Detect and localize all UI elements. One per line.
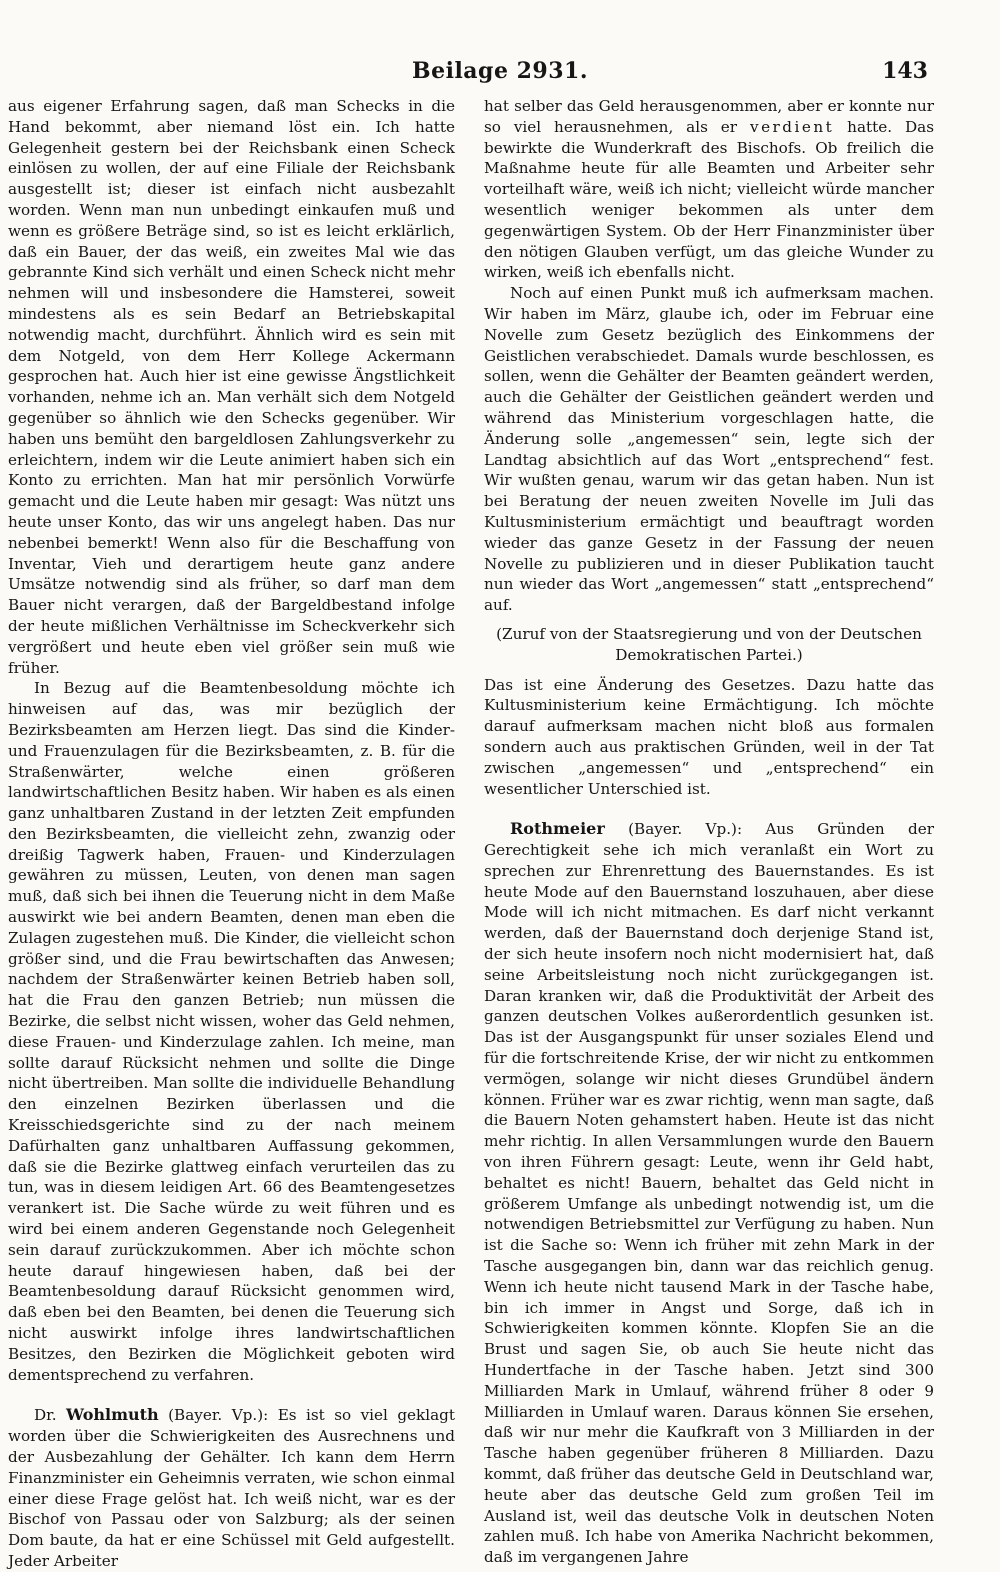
paragraph: In Bezug auf die Beamtenbesoldung möchte ich hinweisen auf das, was mir bezüglich der Bezirksbeamten am Herzen liegt. Das sind die Kinder- und Frauenzulagen für die Bezirksbeamten, z. B. für die Straßenwärter, welche einen größeren landwirtschaftlichen Besitz haben. Wir haben es als einen ganz unhaltbaren Zustand in der letzten Zeit empfunden den Bezirksbeamten, die vielleicht zehn, zwanzig oder dreißig Tagwerk haben, Frauen- und Kinderzulagen gewähren zu müssen, Leuten, von denen man sagen muß, daß sich bei ihnen die Teuerung nicht in dem Maße auswirkt wie bei andern Beamten, denen man eben die Zulagen zugestehen muß. Die Kinder, die vielleicht schon größer sind, und die Frau bewirtschaften das Anwesen; nachdem der Straßenwärter keinen Betrieb haben soll, hat die Frau den ganzen Betrieb; nun müssen die Bezirke, die selbst nicht wissen, woher das Geld nehmen, diese Frauen- und Kinderzulage zahlen. Ich meine, man sollte darauf Rücksicht nehmen und sollte die Dinge nicht übertreiben. Man sollte die individuelle Behandlung den einzelnen Bezirken überlassen und die Kreisschiedsgerichte sind zu der nach meinem Dafürhalten ganz unhaltbaren Auffassung gekommen, daß sie die Bezirke glattweg einfach verurteilen das zu tun, was in diesem leidigen Art. 66 des Beamtengesetzes verankert ist. Die Sache würde zu weit führen und es wird bei einem anderen Gegenstande noch Gelegenheit sein darauf zurückzukommen. Aber ich möchte schon heute darauf hingewiesen haben, daß bei der Beamtenbesoldung darauf Rücksicht genommen wird, daß eben bei den Beamten, bei denen die Teuerung sich nicht auswirkt infolge ihres landwirtschaftlichen Besitzes, den Bezirken die Möglichkeit geboten wird dementsprechend zu verfahren. [8,679,455,1384]
paragraph-gap [484,799,934,819]
paragraph-gap [8,1385,455,1405]
interjection: (Zuruf von der Staatsregierung und von der Deutschen Demokratischen Partei.) [496,624,922,664]
speaker-prefix: Dr. [34,1406,67,1425]
speaker-name: Wohlmuth [66,1405,159,1425]
paragraph: Das ist eine Änderung des Gesetzes. Dazu hatte das Kultusministerium keine Ermächtigung. Ich möchte darauf aufmerksam machen nicht bloß aus formalen sondern auch aus praktischen Gründen, weil in der Tat zwischen „angemessen“ und „entsprechend“ ein wesentlicher Unterschied ist. [484,675,934,798]
supplement-title: Beilage 2931. [412,58,588,84]
speech-paragraph [484,819,934,1568]
text-span: hatte. Das bewirkte die Wunderkraft des Bischofs. Ob freilich die Maßnahme heute für alle Beamten und Arbeiter sehr vorteilhaft wäre, weiß ich nicht; vielleicht würde mancher wesentlich weniger bekommen als unter dem gegenwärtigen System. Ob der Herr Finanzminister über den nötigen Glauben verfügt, um das gleiche Wunder zu wirken, weiß ich ebenfalls nicht. [484,117,934,282]
right-column [484,96,934,1568]
speech-text: (Bayer. Vp.): Es ist so viel geklagt worden über die Schwierigkeiten des Ausrechnens und der Ausbezahlung der Gehälter. Ich kann dem Herrn Finanzminister ein Geheimnis verraten, wie schon einmal einer diese Frage gelöst hat. Ich weiß nicht, war es der Bischof von Passau oder von Salzburg; als der seinen Dom baute, da hat er eine Schüssel mit Geld aufgestellt. Jeder Arbeiter [8,1406,455,1570]
speech-paragraph [8,1405,455,1571]
speech-text: (Bayer. Vp.): Aus Gründen der Gerechtigkeit sehe ich mich veranlaßt ein Wort zu sprechen zur Ehrenrettung des Bauernstandes. Es ist heute Mode auf den Bauernstand loszuhauen, aber diese Mode will ich nicht mitmachen. Es darf nicht verkannt werden, daß der Bauernstand doch derjenige Stand ist, der sich heute insofern noch nicht modernisiert hat, daß seine Arbeitsleistung noch nicht zurückgegangen ist. Daran kranken wir, daß die Produktivität der Arbeit des ganzen deutschen Volkes außerordentlich gesunken ist. Das ist der Ausgangspunkt für unser soziales Elend und für die fortschreitende Krise, der wir nicht zu entkommen vermögen, solange wir nicht dieses Grundübel ändern können. Früher war es zwar richtig, wenn man sagte, daß die Bauern Noten gehamstert haben. Heute ist das nicht mehr richtig. In allen Versammlungen wurde den Bauern von ihren Führern gesagt: Leute, wenn ihr Geld habt, behaltet es nicht! Bauern, behaltet das Geld nicht in größerem Umfange als unbedingt notwendig ist, um die notwendigen Betriebsmittel zur Verfügung zu haben. Nun ist die Sache so: Wenn ich früher mit zehn Mark in der Tasche ausgegangen bin, dann war das reichlich genug. Wenn ich heute nicht tausend Mark in der Tasche habe, bin ich immer in Angst und Sorge, daß ich in Schwierigkeiten kommen könnte. Klopfen Sie an die Brust und sagen Sie, ob auch Sie heute nicht das Hundertfache in der Tasche haben. Jetzt sind 300 Milliarden Mark in Umlauf, während früher 8 oder 9 Milliarden in Umlauf waren. Daraus können Sie ersehen, daß wir nur mehr die Kaufkraft von 3 Milliarden in der Tasche haben gegenüber früheren 8 Milliarden. Dazu kommt, daß früher das deutsche Geld in Deutschland war, heute aber das deutsche Geld zum großen Teil im Ausland ist, weil das deutsche Volk in deutschen Noten zahlen muß. Ich habe von Amerika Nachricht bekommen, daß im vergangenen Jahre [484,820,934,1567]
paragraph [484,96,934,283]
left-column [8,96,455,1572]
page-number: 143 [882,58,928,84]
paragraph: Noch auf einen Punkt muß ich aufmerksam machen. Wir haben im März, glaube ich, oder im Februar eine Novelle zum Gesetz bezüglich des Einkommens der Geistlichen verabschiedet. Damals wurde beschlossen, es sollen, wenn die Gehälter der Beamten geändert werden, auch die Gehälter der Geistlichen geändert werden und während das Ministerium vorgeschlagen hatte, die Änderung solle „angemessen“ sein, legte sich der Landtag absichtlich auf das Wort „entsprechend“ fest. Wir wußten genau, warum wir das getan haben. Nun ist bei Beratung der neuen zweiten Novelle im Juli das Kultusministerium ermächtigt und beauftragt worden wieder das ganze Gesetz in der Fassung der neuen Novelle zu publizieren und in dieser Publikation taucht nun wieder das Wort „angemessen“ statt „entsprechend“ auf. [484,284,934,615]
speaker-name: Rothmeier [510,819,605,839]
page-header [0,58,1000,88]
emphasized-word: verdient [749,117,835,136]
text-span: hat selber das Geld herausgenommen, aber er konnte nur so viel herausnehmen, als er [484,97,934,136]
paragraph: aus eigener Erfahrung sagen, daß man Schecks in die Hand bekommt, aber niemand löst ein. Ich hatte Gelegenheit gestern bei der Reichsbank einen Scheck einlösen zu wollen, der auf eine Filiale der Reichsbank ausgestellt ist; dieser ist einfach nicht ausbezahlt worden. Wenn man nun unbedingt einkaufen muß und wenn es größere Beträge sind, so ist es leicht erklärlich, daß ein Bauer, der das weiß, ein zweites Mal wie das gebrannte Kind sich verhält und einen Scheck nicht mehr nehmen will und insbesondere die Hamsterei, soweit mindestens als es sein Bedarf an Betriebskapital notwendig macht, durchführt. Ähnlich wird es sein mit dem Notgeld, von dem Herr Kollege Ackermann gesprochen hat. Auch hier ist eine gewisse Ängstlichkeit vorhanden, nehme ich an. Man verhält sich dem Notgeld gegenüber so ähnlich wie den Schecks gegenüber. Wir haben uns bemüht den bargeldlosen Zahlungsverkehr zu erleichtern, indem wir die Leute animiert haben sich ein Konto zu errichten. Man hat mir persönlich Vorwürfe gemacht und die Leute haben mir gesagt: Was nützt uns heute unser Konto, das wir uns angelegt haben. Das nur nebenbei bemerkt! Wenn also für die Beschaffung von Inventar, Vieh und derartigem heute ganz andere Umsätze notwendig sind als früher, so darf man dem Bauer nicht verargen, daß der Bargeldbestand infolge der heute mißlichen Verhältnisse im Scheckverkehr sich vergrößert und heute eben viel größer sein muß wie früher. [8,97,455,677]
